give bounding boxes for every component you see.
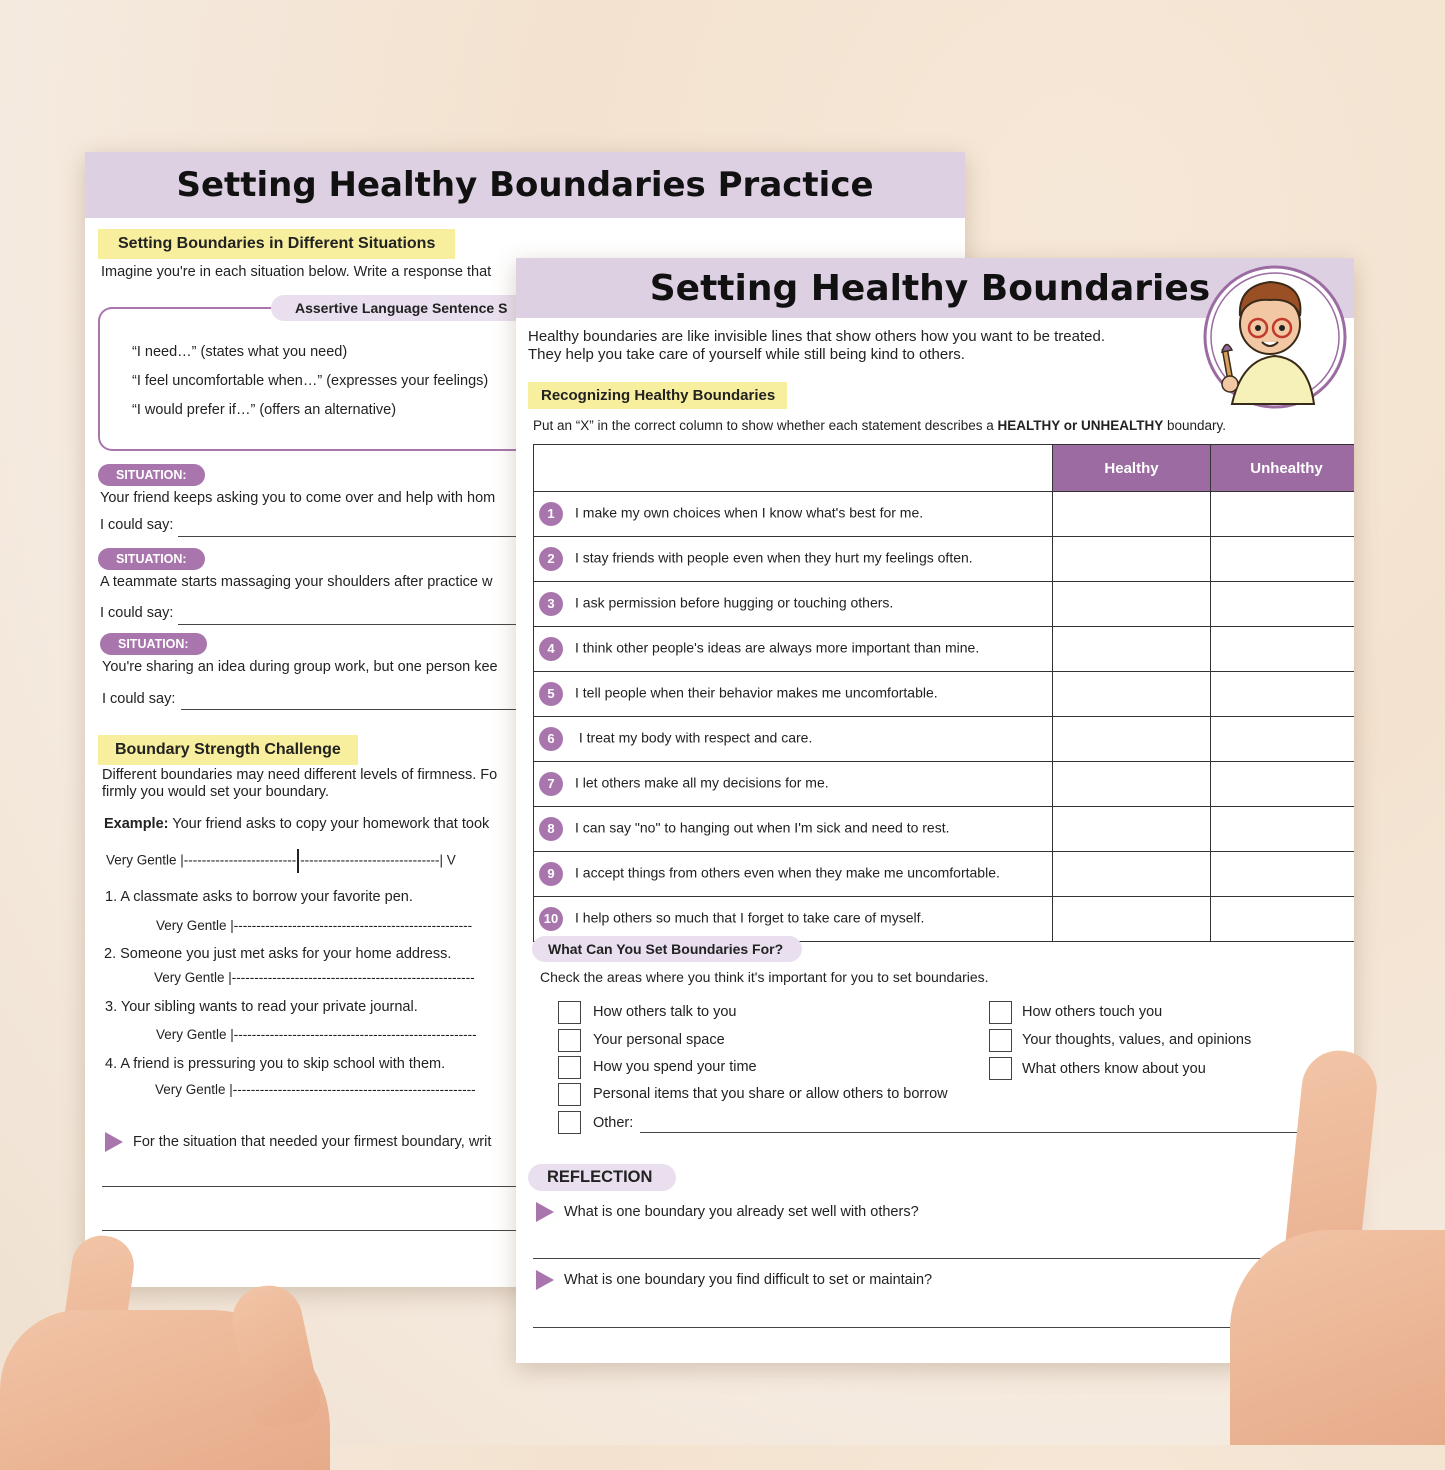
statement-text: I can say "no" to hanging out when I'm sick and need to rest. — [575, 819, 950, 836]
checkbox[interactable] — [558, 1001, 581, 1024]
statement-rows — [534, 492, 1355, 942]
statement-text: I let others make all my decisions for me. — [575, 774, 829, 791]
statement-number-badge: 10 — [539, 907, 563, 931]
area-label: What others know about you — [1022, 1061, 1206, 1077]
area-label: Other: — [593, 1115, 634, 1131]
statement-number-badge: 3 — [539, 592, 563, 616]
areas-intro: Check the areas where you think it's important for you to set boundaries. — [540, 969, 989, 985]
firmness-scale[interactable]: Very Gentle |------------------------------------------------------ — [155, 1082, 476, 1097]
example-scale — [106, 849, 456, 873]
firmness-scale[interactable]: Very Gentle |------------------------------------------------------ — [156, 1027, 477, 1042]
area-label: Your personal space — [593, 1032, 725, 1048]
instruction-bold: HEALTHY or UNHEALTHY — [997, 418, 1164, 433]
situations-section-label: Setting Boundaries in Different Situations — [98, 229, 455, 259]
final-prompt — [105, 1132, 491, 1152]
intro-line: Healthy boundaries are like invisible lines that show others how you want to be treated. — [528, 328, 1105, 345]
statement-cell — [534, 492, 1053, 537]
statement-row — [534, 672, 1355, 717]
statement-row — [534, 852, 1355, 897]
boy-illustration-icon — [1202, 264, 1348, 410]
area-label: How others touch you — [1022, 1004, 1163, 1020]
statement-cell — [534, 807, 1053, 852]
statement-cell — [534, 672, 1053, 717]
statement-row — [534, 897, 1355, 942]
example-text — [104, 816, 489, 832]
assertive-language-tab: Assertive Language Sentence S — [271, 295, 531, 321]
statement-number-badge: 5 — [539, 682, 563, 706]
area-label: How others talk to you — [593, 1004, 737, 1020]
statement-number-badge: 7 — [539, 772, 563, 796]
assertive-item: “I need…” (states what you need) — [132, 344, 348, 360]
firmness-scale[interactable]: Very Gentle |------------------------------------------------------ — [154, 970, 475, 985]
statement-cell — [534, 897, 1053, 942]
scale-marker — [297, 849, 299, 873]
statement-text: I treat my body with respect and care. — [575, 729, 813, 746]
healthy-column-header: Healthy — [1053, 445, 1211, 492]
unhealthy-answer-cell[interactable] — [1211, 897, 1355, 942]
table-instruction — [533, 418, 1226, 433]
checkbox[interactable] — [558, 1083, 581, 1106]
healthy-answer-cell[interactable] — [1053, 627, 1211, 672]
healthy-answer-cell[interactable] — [1053, 492, 1211, 537]
statement-row — [534, 762, 1355, 807]
statement-number-badge: 2 — [539, 547, 563, 571]
final-prompt-text: For the situation that needed your firmest boundary, writ — [133, 1133, 492, 1150]
statement-row — [534, 807, 1355, 852]
situation-text: A teammate starts massaging your shoulders after practice w — [100, 574, 493, 590]
situation-pill: SITUATION: — [100, 633, 207, 655]
reflection-q2-text: What is one boundary you find difficult to set or maintain? — [564, 1271, 933, 1288]
unhealthy-answer-cell[interactable] — [1211, 492, 1355, 537]
unhealthy-answer-cell[interactable] — [1211, 807, 1355, 852]
instruction-post: boundary. — [1163, 418, 1227, 433]
assertive-item: “I feel uncomfortable when…” (expresses your feelings) — [132, 373, 489, 389]
assertive-item: “I would prefer if…” (offers an alternative) — [132, 402, 397, 418]
statement-number-badge: 4 — [539, 637, 563, 661]
statement-text: I ask permission before hugging or touching others. — [575, 594, 894, 611]
unhealthy-answer-cell[interactable] — [1211, 717, 1355, 762]
answer-line[interactable] — [533, 1258, 1345, 1259]
checkbox[interactable] — [989, 1057, 1012, 1080]
healthy-answer-cell[interactable] — [1053, 762, 1211, 807]
situations-intro: Imagine you're in each situation below. Write a response that — [101, 264, 492, 280]
boundaries-table — [533, 444, 1354, 942]
situation-text: Your friend keeps asking you to come over and help with hom — [100, 490, 496, 506]
scale-question: 4. A friend is pressuring you to skip school with them. — [105, 1056, 446, 1072]
area-label: Your thoughts, values, and opinions — [1022, 1032, 1252, 1048]
statement-header — [534, 445, 1053, 492]
practice-title: Setting Healthy Boundaries Practice — [176, 165, 874, 205]
main-worksheet-page — [516, 258, 1354, 1363]
statement-number-badge: 9 — [539, 862, 563, 886]
reflection-q1-text: What is one boundary you already set well with others? — [564, 1203, 919, 1220]
healthy-answer-cell[interactable] — [1053, 582, 1211, 627]
main-title: Setting Healthy Boundaries — [649, 267, 1211, 309]
scale-question: 2. Someone you just met asks for your home address. — [104, 946, 452, 962]
reflection-question — [536, 1270, 932, 1290]
situation-pill: SITUATION: — [98, 548, 205, 570]
firmness-scale[interactable]: Very Gentle |----------------------------------------------------- — [156, 918, 473, 933]
intro-line: They help you take care of yourself while still being kind to others. — [528, 346, 965, 363]
statement-text: I make my own choices when I know what's best for me. — [575, 504, 924, 521]
unhealthy-column-header: Unhealthy — [1211, 445, 1355, 492]
recognizing-section-label: Recognizing Healthy Boundaries — [528, 382, 787, 409]
areas-section-label: What Can You Set Boundaries For? — [532, 936, 802, 962]
area-label: How you spend your time — [593, 1059, 757, 1075]
scale-question: 3. Your sibling wants to read your private journal. — [105, 999, 418, 1015]
statement-text: I help others so much that I forget to take care of myself. — [575, 909, 925, 926]
statement-number-badge: 6 — [539, 727, 563, 751]
statement-row — [534, 537, 1355, 582]
example-bold: Example: — [104, 816, 169, 832]
example-scale-right: -------------------------------| V — [300, 852, 456, 868]
strength-intro: Different boundaries may need different levels of firmness. Fo — [102, 767, 498, 783]
example-body: Your friend asks to copy your homework that took — [168, 816, 490, 832]
unhealthy-answer-cell[interactable] — [1211, 627, 1355, 672]
unhealthy-answer-cell[interactable] — [1211, 852, 1355, 897]
other-answer-line[interactable] — [640, 1132, 1345, 1133]
healthy-answer-cell[interactable] — [1053, 807, 1211, 852]
reflection-question — [536, 1202, 919, 1222]
statement-row — [534, 717, 1355, 762]
statement-cell — [534, 762, 1053, 807]
checkbox[interactable] — [558, 1029, 581, 1052]
statement-text: I stay friends with people even when they hurt my feelings often. — [575, 549, 973, 566]
strength-section-label: Boundary Strength Challenge — [98, 735, 358, 765]
arrow-icon — [536, 1270, 554, 1290]
situation-text: You're sharing an idea during group work, but one person kee — [102, 659, 498, 675]
could-say-label: I could say: — [100, 517, 174, 533]
practice-title-band — [85, 152, 965, 218]
area-label: Personal items that you share or allow others to borrow — [593, 1086, 948, 1102]
checkbox[interactable] — [558, 1056, 581, 1079]
arrow-icon — [105, 1132, 123, 1152]
statement-cell — [534, 717, 1053, 762]
statement-row — [534, 627, 1355, 672]
statement-number-badge: 1 — [539, 502, 563, 526]
healthy-answer-cell[interactable] — [1053, 672, 1211, 717]
reflection-label: REFLECTION — [528, 1164, 676, 1191]
answer-line[interactable] — [533, 1327, 1345, 1328]
scale-question: 1. A classmate asks to borrow your favorite pen. — [105, 889, 413, 905]
healthy-answer-cell[interactable] — [1053, 717, 1211, 762]
checkbox[interactable] — [558, 1111, 581, 1134]
instruction-pre: Put an “X” in the correct column to show whether each statement describes a — [533, 418, 998, 433]
right-hand — [1230, 1230, 1445, 1445]
healthy-answer-cell[interactable] — [1053, 897, 1211, 942]
statement-cell — [534, 582, 1053, 627]
could-say-label: I could say: — [100, 605, 174, 621]
statement-text: I think other people's ideas are always more important than mine. — [575, 639, 980, 656]
statement-cell — [534, 537, 1053, 582]
checkbox[interactable] — [989, 1001, 1012, 1024]
statement-row — [534, 582, 1355, 627]
unhealthy-answer-cell[interactable] — [1211, 762, 1355, 807]
strength-intro: firmly you would set your boundary. — [102, 784, 330, 800]
unhealthy-answer-cell[interactable] — [1211, 582, 1355, 627]
statement-cell — [534, 627, 1053, 672]
statement-number-badge: 8 — [539, 817, 563, 841]
statement-text: I accept things from others even when they make me uncomfortable. — [575, 864, 1000, 881]
statement-cell — [534, 852, 1053, 897]
unhealthy-answer-cell[interactable] — [1211, 537, 1355, 582]
checkbox[interactable] — [989, 1029, 1012, 1052]
statement-text: I tell people when their behavior makes me uncomfortable. — [575, 684, 938, 701]
healthy-answer-cell[interactable] — [1053, 852, 1211, 897]
example-scale-left: Very Gentle |------------------------- — [106, 852, 297, 868]
could-say-label: I could say: — [102, 691, 176, 707]
arrow-icon — [536, 1202, 554, 1222]
table-header-row — [534, 445, 1355, 492]
healthy-answer-cell[interactable] — [1053, 537, 1211, 582]
situation-pill: SITUATION: — [98, 464, 205, 486]
unhealthy-answer-cell[interactable] — [1211, 672, 1355, 717]
statement-row — [534, 492, 1355, 537]
